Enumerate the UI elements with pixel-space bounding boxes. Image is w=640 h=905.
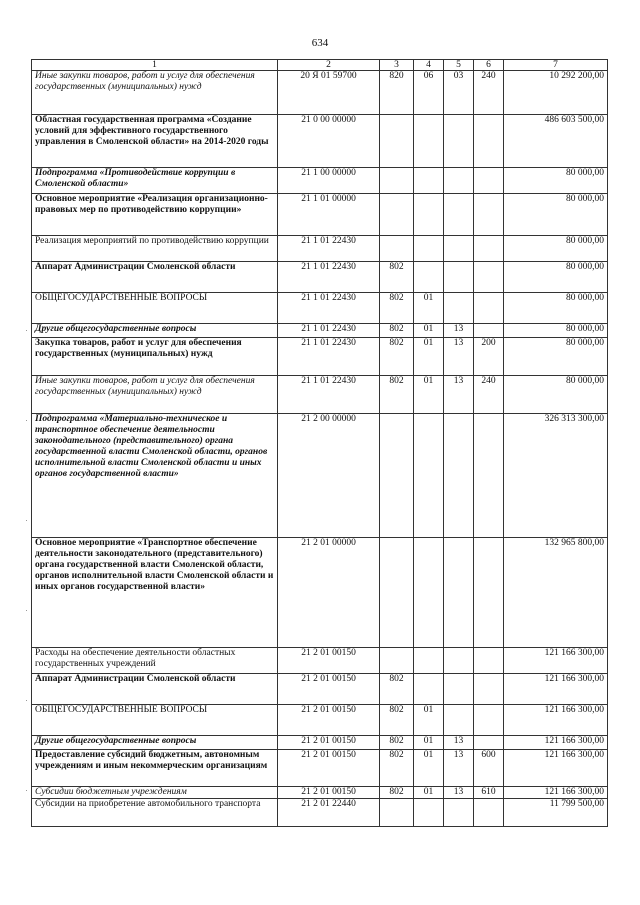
section-code-cell: [414, 799, 444, 827]
subsection-code-cell: [444, 262, 474, 293]
subsection-code-cell: [444, 194, 474, 236]
target-code-cell: 21 2 00 00000: [278, 414, 380, 538]
amount-cell: 80 000,00: [504, 376, 608, 414]
section-code-cell: 01: [414, 338, 444, 376]
target-code-cell: 21 1 01 22430: [278, 324, 380, 338]
amount-cell: 80 000,00: [504, 324, 608, 338]
subsection-code-cell: 13: [444, 324, 474, 338]
table-row: [32, 705, 608, 736]
target-code-cell: 21 1 01 22430: [278, 262, 380, 293]
expense-type-cell: 610: [474, 787, 504, 799]
subsection-code-cell: [444, 168, 474, 194]
item-name-cell: Подпрограмма «Противодействие коррупции в Смоленской области»: [32, 168, 278, 194]
target-code-cell: 21 2 01 00150: [278, 787, 380, 799]
ministry-code-cell: [380, 168, 414, 194]
ministry-code-cell: 802: [380, 262, 414, 293]
target-code-cell: 21 2 01 00150: [278, 705, 380, 736]
expense-type-cell: 240: [474, 71, 504, 115]
item-name-cell: ОБЩЕГОСУДАРСТВЕННЫЕ ВОПРОСЫ: [32, 705, 278, 736]
item-name-cell: Субсидии на приобретение автомобильного транспорта: [32, 799, 278, 827]
ministry-code-cell: [380, 115, 414, 168]
amount-cell: 121 166 300,00: [504, 674, 608, 705]
target-code-cell: 21 2 01 00150: [278, 674, 380, 705]
section-code-cell: 01: [414, 787, 444, 799]
header-col-2: 2: [278, 60, 380, 71]
section-code-cell: [414, 236, 444, 262]
item-name-cell: Другие общегосударственные вопросы: [32, 324, 278, 338]
table-row: [32, 674, 608, 705]
ministry-code-cell: 802: [380, 750, 414, 787]
table-row: [32, 787, 608, 799]
item-name-cell: Реализация мероприятий по противодействию коррупции: [32, 236, 278, 262]
table-row: [32, 376, 608, 414]
target-code-cell: 21 1 01 00000: [278, 194, 380, 236]
target-code-cell: 21 2 01 22440: [278, 799, 380, 827]
section-code-cell: [414, 414, 444, 538]
item-name-cell: Подпрограмма «Материально-техническое и транспортное обеспечение деятельности законодательного (представительного) органа государственной власти Смоленской области, органов исполнительной власти Смоленской области и иных органов государственной власти»: [32, 414, 278, 538]
amount-cell: 121 166 300,00: [504, 705, 608, 736]
ministry-code-cell: [380, 538, 414, 648]
ministry-code-cell: [380, 194, 414, 236]
subsection-code-cell: [444, 538, 474, 648]
amount-cell: 121 166 300,00: [504, 736, 608, 750]
expense-type-cell: [474, 736, 504, 750]
section-code-cell: [414, 648, 444, 674]
target-code-cell: 21 2 01 00000: [278, 538, 380, 648]
table-row: [32, 71, 608, 115]
expense-type-cell: [474, 115, 504, 168]
section-code-cell: [414, 674, 444, 705]
section-code-cell: 06: [414, 71, 444, 115]
subsection-code-cell: [444, 799, 474, 827]
target-code-cell: 21 1 01 22430: [278, 236, 380, 262]
subsection-code-cell: 13: [444, 338, 474, 376]
amount-cell: 80 000,00: [504, 194, 608, 236]
header-col-1: 1: [32, 60, 278, 71]
ministry-code-cell: [380, 648, 414, 674]
table-row: [32, 538, 608, 648]
subsection-code-cell: 13: [444, 750, 474, 787]
ministry-code-cell: 802: [380, 376, 414, 414]
section-code-cell: [414, 115, 444, 168]
budget-table: [31, 59, 608, 827]
target-code-cell: 21 1 01 22430: [278, 376, 380, 414]
header-col-6: 6: [474, 60, 504, 71]
section-code-cell: 01: [414, 705, 444, 736]
header-col-4: 4: [414, 60, 444, 71]
amount-cell: 121 166 300,00: [504, 648, 608, 674]
subsection-code-cell: 03: [444, 71, 474, 115]
amount-cell: 80 000,00: [504, 262, 608, 293]
page-number: 634: [311, 37, 329, 49]
item-name-cell: Расходы на обеспечение деятельности областных государственных учреждений: [32, 648, 278, 674]
amount-cell: 486 603 500,00: [504, 115, 608, 168]
target-code-cell: 21 2 01 00150: [278, 736, 380, 750]
section-code-cell: [414, 194, 444, 236]
item-name-cell: Другие общегосударственные вопросы: [32, 736, 278, 750]
amount-cell: 121 166 300,00: [504, 750, 608, 787]
table-body: [32, 71, 608, 827]
table-row: [32, 736, 608, 750]
table-row: [32, 338, 608, 376]
table-row: [32, 324, 608, 338]
target-code-cell: 21 2 01 00150: [278, 750, 380, 787]
expense-type-cell: [474, 674, 504, 705]
item-name-cell: Областная государственная программа «Создание условий для эффективного государственного управления в Смоленской области» на 2014-2020 годы: [32, 115, 278, 168]
expense-type-cell: [474, 194, 504, 236]
table-row: [32, 414, 608, 538]
table-row: [32, 168, 608, 194]
item-name-cell: Основное мероприятие «Транспортное обеспечение деятельности законодательного (представительного) органа государственной власти Смоленской области, органов исполнительной власти Смоленской области и иных органов государственной власти»: [32, 538, 278, 648]
subsection-code-cell: [444, 293, 474, 324]
table-row: [32, 194, 608, 236]
amount-cell: 10 292 200,00: [504, 71, 608, 115]
target-code-cell: 21 2 01 00150: [278, 648, 380, 674]
table-row: [32, 648, 608, 674]
amount-cell: 132 965 800,00: [504, 538, 608, 648]
item-name-cell: Субсидии бюджетным учреждениям: [32, 787, 278, 799]
item-name-cell: Аппарат Администрации Смоленской области: [32, 674, 278, 705]
subsection-code-cell: 13: [444, 787, 474, 799]
section-code-cell: 01: [414, 750, 444, 787]
punch-hole-dots: [26, 0, 28, 905]
section-code-cell: [414, 538, 444, 648]
item-name-cell: ОБЩЕГОСУДАРСТВЕННЫЕ ВОПРОСЫ: [32, 293, 278, 324]
expense-type-cell: [474, 414, 504, 538]
expense-type-cell: [474, 648, 504, 674]
header-col-7: 7: [504, 60, 608, 71]
section-code-cell: [414, 168, 444, 194]
section-code-cell: 01: [414, 324, 444, 338]
expense-type-cell: [474, 705, 504, 736]
table-row: [32, 236, 608, 262]
section-code-cell: 01: [414, 376, 444, 414]
amount-cell: 326 313 300,00: [504, 414, 608, 538]
header-col-3: 3: [380, 60, 414, 71]
ministry-code-cell: [380, 236, 414, 262]
amount-cell: 80 000,00: [504, 338, 608, 376]
target-code-cell: 21 0 00 00000: [278, 115, 380, 168]
amount-cell: 11 799 500,00: [504, 799, 608, 827]
ministry-code-cell: 802: [380, 338, 414, 376]
expense-type-cell: [474, 799, 504, 827]
expense-type-cell: [474, 262, 504, 293]
subsection-code-cell: [444, 115, 474, 168]
item-name-cell: Аппарат Администрации Смоленской области: [32, 262, 278, 293]
subsection-code-cell: [444, 236, 474, 262]
expense-type-cell: [474, 324, 504, 338]
ministry-code-cell: 802: [380, 736, 414, 750]
amount-cell: 80 000,00: [504, 293, 608, 324]
subsection-code-cell: [444, 414, 474, 538]
expense-type-cell: [474, 538, 504, 648]
ministry-code-cell: 802: [380, 674, 414, 705]
expense-type-cell: 240: [474, 376, 504, 414]
amount-cell: 80 000,00: [504, 168, 608, 194]
item-name-cell: Закупка товаров, работ и услуг для обеспечения государственных (муниципальных) нужд: [32, 338, 278, 376]
section-code-cell: [414, 262, 444, 293]
subsection-code-cell: 13: [444, 736, 474, 750]
ministry-code-cell: 802: [380, 787, 414, 799]
target-code-cell: 20 Я 01 59700: [278, 71, 380, 115]
ministry-code-cell: 802: [380, 705, 414, 736]
target-code-cell: 21 1 01 22430: [278, 293, 380, 324]
table-row: [32, 262, 608, 293]
item-name-cell: Иные закупки товаров, работ и услуг для обеспечения государственных (муниципальных) нужд: [32, 376, 278, 414]
ministry-code-cell: 802: [380, 324, 414, 338]
ministry-code-cell: [380, 414, 414, 538]
ministry-code-cell: [380, 799, 414, 827]
section-code-cell: 01: [414, 736, 444, 750]
item-name-cell: Иные закупки товаров, работ и услуг для обеспечения государственных (муниципальных) нужд: [32, 71, 278, 115]
expense-type-cell: 200: [474, 338, 504, 376]
table-row: [32, 750, 608, 787]
amount-cell: 121 166 300,00: [504, 787, 608, 799]
target-code-cell: 21 1 00 00000: [278, 168, 380, 194]
amount-cell: 80 000,00: [504, 236, 608, 262]
target-code-cell: 21 1 01 22430: [278, 338, 380, 376]
subsection-code-cell: [444, 705, 474, 736]
expense-type-cell: [474, 236, 504, 262]
table-header-row: [32, 60, 608, 71]
subsection-code-cell: 13: [444, 376, 474, 414]
item-name-cell: Основное мероприятие «Реализация организационно-правовых мер по противодействию коррупции»: [32, 194, 278, 236]
ministry-code-cell: 802: [380, 293, 414, 324]
ministry-code-cell: 820: [380, 71, 414, 115]
header-col-5: 5: [444, 60, 474, 71]
section-code-cell: 01: [414, 293, 444, 324]
item-name-cell: Предоставление субсидий бюджетным, автономным учреждениям и иным некоммерческим организациям: [32, 750, 278, 787]
table-row: [32, 799, 608, 827]
expense-type-cell: [474, 168, 504, 194]
expense-type-cell: 600: [474, 750, 504, 787]
subsection-code-cell: [444, 674, 474, 705]
table-row: [32, 293, 608, 324]
subsection-code-cell: [444, 648, 474, 674]
table-row: [32, 115, 608, 168]
expense-type-cell: [474, 293, 504, 324]
